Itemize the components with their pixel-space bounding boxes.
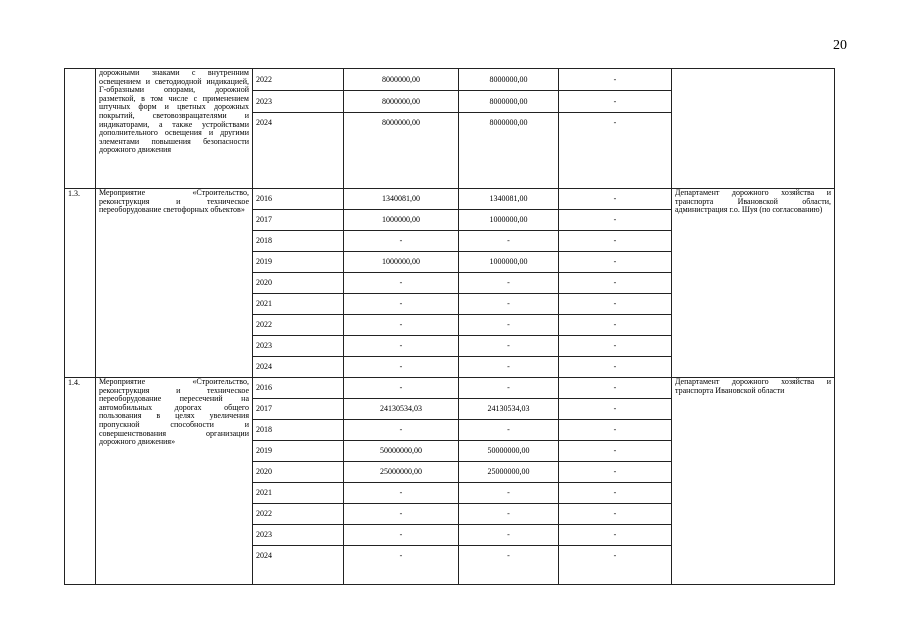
executor-cell: Департамент дорожного хозяйства и транспорта Ивановской области, администрация г.о. Шуя (по согласованию) — [672, 189, 835, 378]
year-cell: 2019 — [253, 441, 344, 462]
budget-cell: - — [459, 294, 559, 315]
row-number-cell: 1.3. — [65, 189, 96, 378]
year-cell: 2016 — [253, 378, 344, 399]
year-cell: 2024 — [253, 113, 344, 189]
total-cell: - — [344, 357, 459, 378]
year-cell: 2019 — [253, 252, 344, 273]
other-cell: - — [559, 91, 672, 113]
total-cell: 1000000,00 — [344, 210, 459, 231]
year-cell: 2021 — [253, 294, 344, 315]
year-cell: 2018 — [253, 420, 344, 441]
row-number-cell — [65, 69, 96, 189]
other-cell: - — [559, 420, 672, 441]
year-cell: 2017 — [253, 210, 344, 231]
year-cell: 2022 — [253, 69, 344, 91]
other-cell: - — [559, 483, 672, 504]
budget-cell: - — [459, 483, 559, 504]
other-cell: - — [559, 252, 672, 273]
row-number-cell: 1.4. — [65, 378, 96, 585]
executor-cell: Департамент дорожного хозяйства и транспорта Ивановской области — [672, 378, 835, 585]
total-cell: 1000000,00 — [344, 252, 459, 273]
budget-cell: 24130534,03 — [459, 399, 559, 420]
year-cell: 2020 — [253, 462, 344, 483]
total-cell: 24130534,03 — [344, 399, 459, 420]
other-cell: - — [559, 525, 672, 546]
year-cell: 2022 — [253, 504, 344, 525]
total-cell: - — [344, 231, 459, 252]
executor-cell — [672, 69, 835, 189]
year-cell: 2023 — [253, 336, 344, 357]
budget-cell: 1340081,00 — [459, 189, 559, 210]
total-cell: 50000000,00 — [344, 441, 459, 462]
other-cell: - — [559, 462, 672, 483]
other-cell: - — [559, 69, 672, 91]
other-cell: - — [559, 336, 672, 357]
other-cell: - — [559, 231, 672, 252]
year-cell: 2017 — [253, 399, 344, 420]
budget-cell: 50000000,00 — [459, 441, 559, 462]
other-cell: - — [559, 357, 672, 378]
budget-cell: - — [459, 525, 559, 546]
total-cell: - — [344, 378, 459, 399]
total-cell: 8000000,00 — [344, 113, 459, 189]
budget-cell: - — [459, 336, 559, 357]
budget-cell: 8000000,00 — [459, 69, 559, 91]
total-cell: - — [344, 525, 459, 546]
year-cell: 2020 — [253, 273, 344, 294]
budget-cell: - — [459, 231, 559, 252]
total-cell: 1340081,00 — [344, 189, 459, 210]
other-cell: - — [559, 378, 672, 399]
measure-description: Мероприятие «Строительство, реконструкция и техническое переоборудование пересечений на автомобильных дорогах общего пользования в целях увеличения пропускной способности и совершенствования организации дорожного движения» — [96, 378, 253, 585]
year-cell: 2024 — [253, 357, 344, 378]
other-cell: - — [559, 441, 672, 462]
total-cell: - — [344, 420, 459, 441]
other-cell: - — [559, 189, 672, 210]
other-cell: - — [559, 294, 672, 315]
budget-cell: - — [459, 273, 559, 294]
total-cell: - — [344, 273, 459, 294]
budget-cell: - — [459, 315, 559, 336]
total-cell: 8000000,00 — [344, 91, 459, 113]
budget-cell: - — [459, 357, 559, 378]
other-cell: - — [559, 273, 672, 294]
other-cell: - — [559, 546, 672, 585]
budget-table — [64, 68, 835, 585]
total-cell: - — [344, 483, 459, 504]
budget-cell: 8000000,00 — [459, 113, 559, 189]
total-cell: - — [344, 315, 459, 336]
other-cell: - — [559, 399, 672, 420]
year-cell: 2021 — [253, 483, 344, 504]
year-cell: 2018 — [253, 231, 344, 252]
year-cell: 2023 — [253, 525, 344, 546]
measure-description: дорожными знаками с внутренним освещением и светодиодной индикацией, Г-образными опорами, дорожной разметкой, в том числе с применением штучных форм и цветных дорожных покрытий, световозвращателями и индикаторами, а также устройствами дополнительного освещения и другими элементами повышения безопасности дорожного движения — [96, 69, 253, 189]
total-cell: - — [344, 294, 459, 315]
total-cell: 8000000,00 — [344, 69, 459, 91]
measure-description: Мероприятие «Строительство, реконструкция и техническое переоборудование светофорных объектов» — [96, 189, 253, 378]
total-cell: - — [344, 546, 459, 585]
budget-cell: 25000000,00 — [459, 462, 559, 483]
other-cell: - — [559, 315, 672, 336]
table-row — [65, 69, 835, 91]
budget-cell: 8000000,00 — [459, 91, 559, 113]
table-row — [65, 189, 835, 210]
budget-cell: - — [459, 378, 559, 399]
page-number: 20 — [833, 38, 847, 53]
year-cell: 2022 — [253, 315, 344, 336]
other-cell: - — [559, 210, 672, 231]
other-cell: - — [559, 504, 672, 525]
total-cell: - — [344, 336, 459, 357]
total-cell: 25000000,00 — [344, 462, 459, 483]
budget-cell: - — [459, 546, 559, 585]
year-cell: 2016 — [253, 189, 344, 210]
table-row — [65, 378, 835, 399]
total-cell: - — [344, 504, 459, 525]
year-cell: 2024 — [253, 546, 344, 585]
budget-cell: - — [459, 420, 559, 441]
year-cell: 2023 — [253, 91, 344, 113]
budget-cell: - — [459, 504, 559, 525]
other-cell: - — [559, 113, 672, 189]
budget-cell: 1000000,00 — [459, 210, 559, 231]
budget-cell: 1000000,00 — [459, 252, 559, 273]
